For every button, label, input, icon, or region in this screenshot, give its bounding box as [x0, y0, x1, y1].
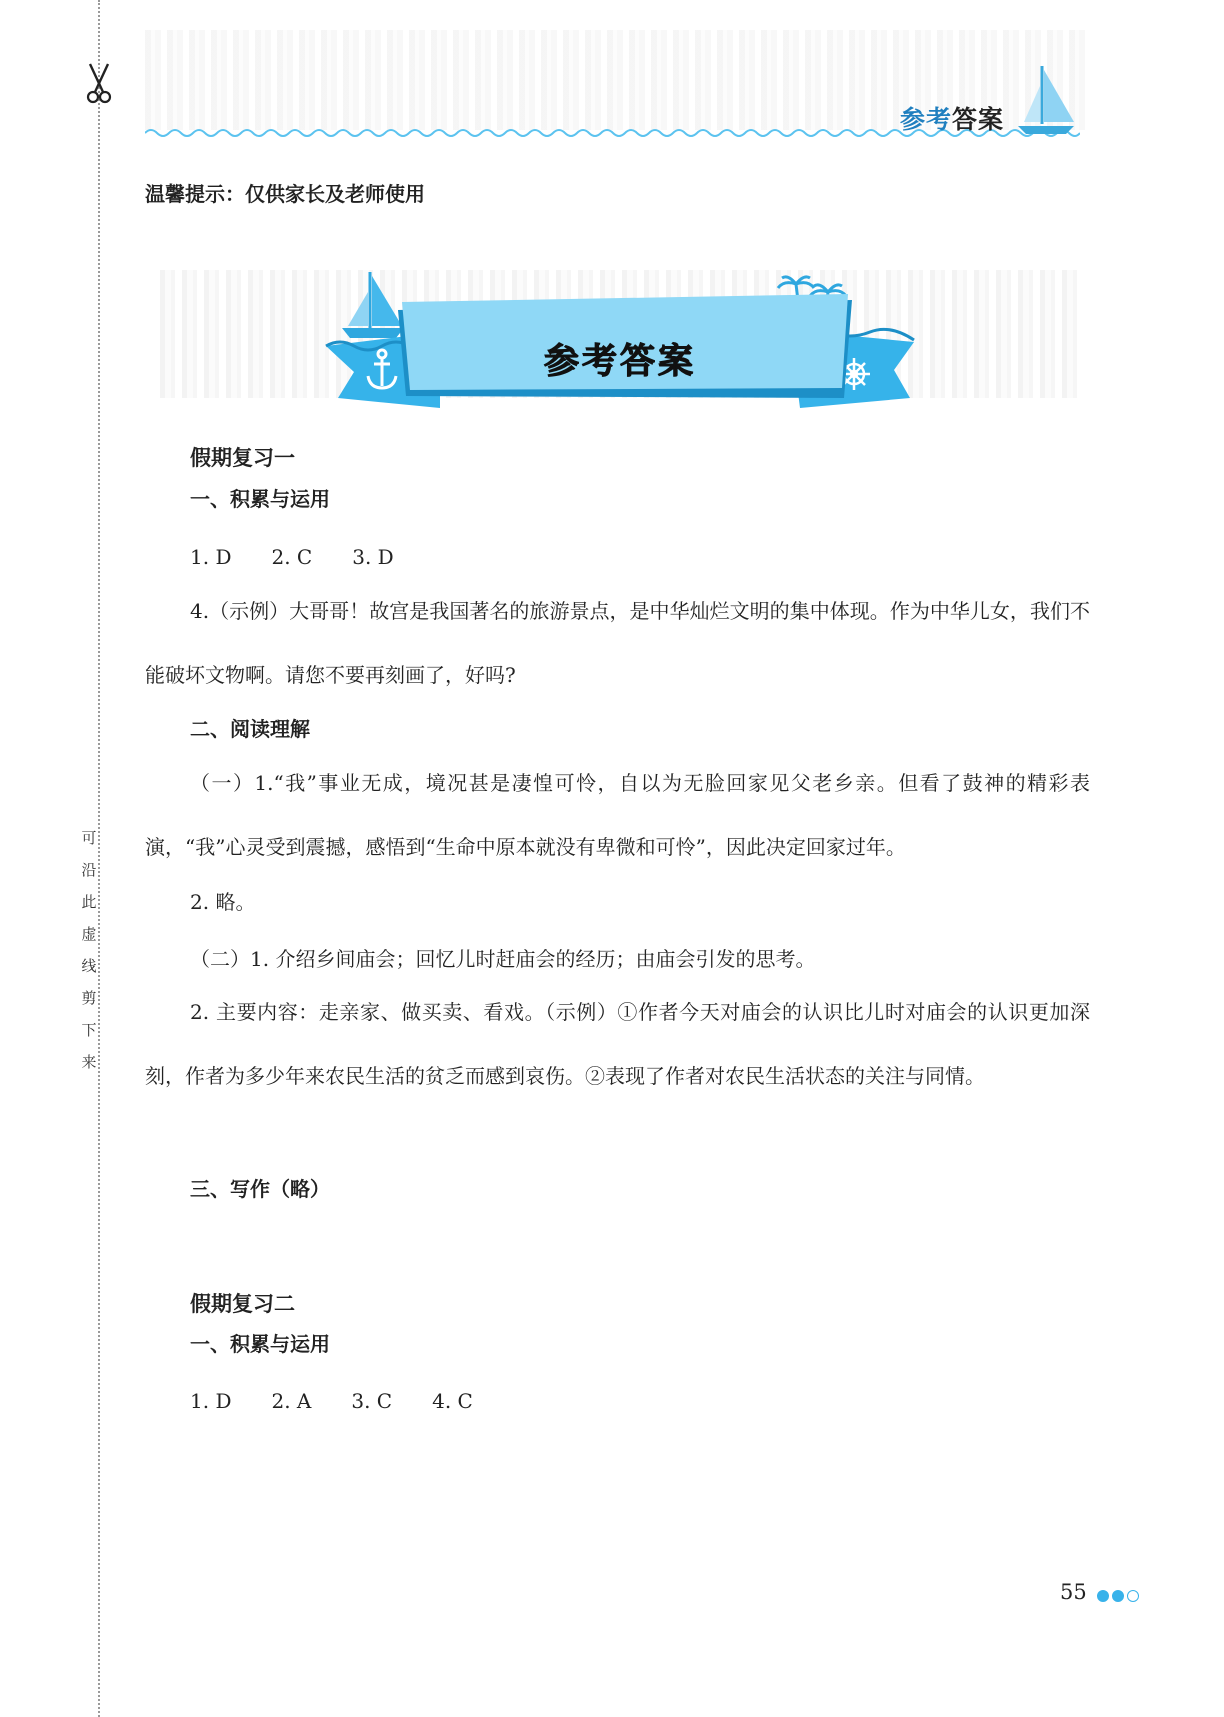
review-1-section-1: 一、积累与运用: [190, 487, 330, 511]
page-dot: [1097, 1590, 1109, 1602]
banner-title: 参考答案: [543, 342, 696, 382]
review-1-q4-answer: 4.（示例）大哥哥！故宫是我国著名的旅游景点，是中华灿烂文明的集中体现。作为中华儿女，我们不能破坏文物啊。请您不要再刻画了，好吗?: [145, 599, 1090, 687]
review-1-section-3: 三、写作（略）: [190, 1177, 330, 1201]
review-2-section-1: 一、积累与运用: [190, 1332, 330, 1356]
page-dots: [1097, 1587, 1142, 1606]
review-2-choice-answers: 1. D 2. A 3. C 4. C: [190, 1389, 473, 1413]
review-1-section-2: 二、阅读理解: [190, 717, 310, 741]
cut-hint: 可 沿 此 虚 线 剪 下 来: [81, 829, 97, 1071]
review-2-title: 假期复习二: [190, 1292, 295, 1316]
banner-sailboat-icon: [342, 272, 404, 338]
review-1-reading-1-answer: （一）1.“我”事业无成，境况甚是凄惶可怜，自以为无脸回家见父老乡亲。但看了鼓神的精彩表演，“我”心灵受到震撼，感悟到“生命中原本就没有卑微和可怜”，因此决定回家过年。: [145, 771, 1090, 859]
review-1-reading-2-answer: 2. 略。: [190, 890, 256, 914]
review-1-choice-answers: 1. D 2. C 3. D: [190, 545, 394, 569]
review-1-title: 假期复习一: [190, 446, 295, 470]
page-dot: [1112, 1590, 1124, 1602]
header-title: 参考答案: [900, 105, 1005, 134]
page-number: 55: [1060, 1580, 1087, 1604]
review-1-reading-b2-answer: 2. 主要内容：走亲家、做买卖、看戏。（示例）①作者今天对庙会的认识比儿时对庙会的认识更加深刻，作者为多少年来农民生活的贫乏而感到哀伤。②表现了作者对农民生活状态的关注与同情。: [145, 1000, 1090, 1088]
usage-tip: 温馨提示：仅供家长及老师使用: [145, 182, 425, 206]
scissors-icon: [84, 62, 114, 106]
review-1-reading-b1-answer: （二）1. 介绍乡间庙会；回忆儿时赶庙会的经历；由庙会引发的思考。: [190, 947, 816, 971]
sailboat-icon: [1012, 62, 1080, 138]
page-dot: [1127, 1590, 1139, 1602]
